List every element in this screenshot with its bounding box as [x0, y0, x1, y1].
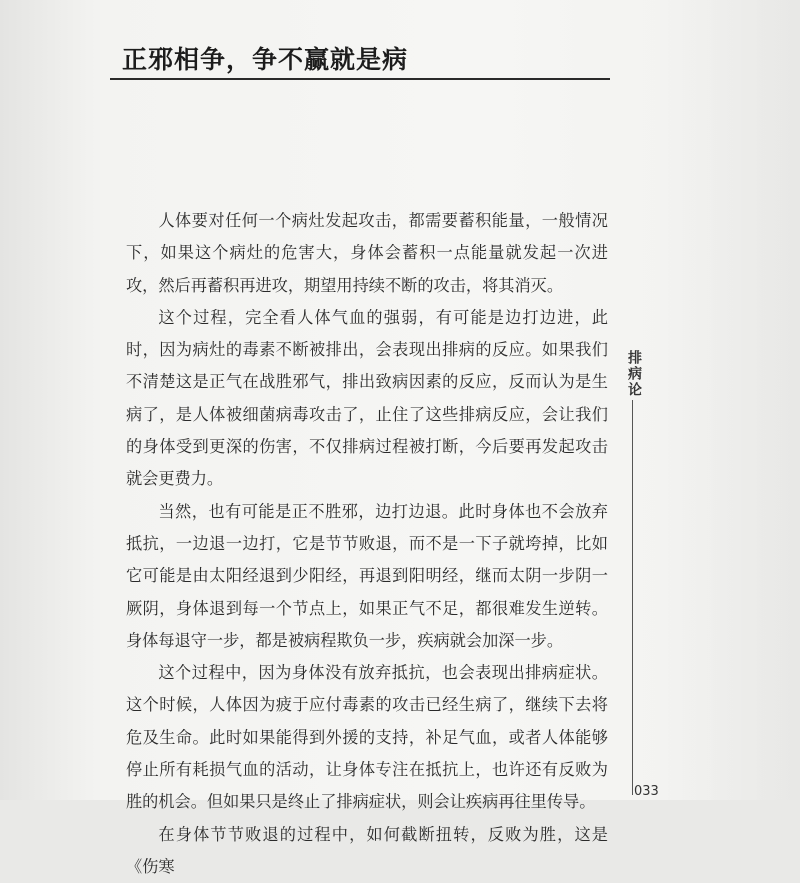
chapter-title: 正邪相争，争不赢就是病	[122, 45, 409, 74]
paragraph: 在身体节节败退的过程中，如何截断扭转，反败为胜，这是《伤寒	[126, 824, 608, 876]
page-shadow	[660, 0, 800, 800]
page-number: 033	[634, 784, 659, 799]
margin-rule	[632, 400, 633, 795]
body-text	[126, 205, 608, 883]
paragraph: 这个过程，完全看人体气血的强弱，有可能是边打边进，此时，因为病灶的毒素不断被排出，会表现出排病的反应。如果我们不清楚这是正气在战胜邪气，排出致病因素的反应，反而认为是生病了，是人体被细菌病毒攻击了，止住了这些排病反应，会让我们的身体受到更深的伤害，不仅排病过程被打断，今后要再发起攻击就会更费力。	[126, 307, 608, 489]
running-header: 排病论	[626, 350, 642, 398]
paragraph: 当然，也有可能是正不胜邪，边打边退。此时身体也不会放弃抵抗，一边退一边打，它是节节败退，而不是一下子就垮掉，比如它可能是由太阳经退到少阳经，再退到阳明经，继而太阴一步阴一厥阴，身体退到每一个节点上，如果正气不足，都很难发生逆转。身体每退守一步，都是被病程欺负一步，疾病就会加深一步。	[126, 501, 608, 650]
title-underline	[110, 78, 610, 80]
paragraph: 这个过程中，因为身体没有放弃抵抗，也会表现出排病症状。这个时候，人体因为疲于应付毒素的攻击已经生病了，继续下去将危及生命。此时如果能得到外援的支持，补足气血，或者人体能够停止所有耗损气血的活动，让身体专注在抵抗上，也许还有反败为胜的机会。但如果只是终止了排病症状，则会让疾病再往里传导。	[126, 663, 608, 812]
paragraph: 人体要对任何一个病灶发起攻击，都需要蓄积能量，一般情况下，如果这个病灶的危害大，身体会蓄积一点能量就发起一次进攻，然后再蓄积再进攻，期望用持续不断的攻击，将其消灭。	[126, 211, 608, 295]
